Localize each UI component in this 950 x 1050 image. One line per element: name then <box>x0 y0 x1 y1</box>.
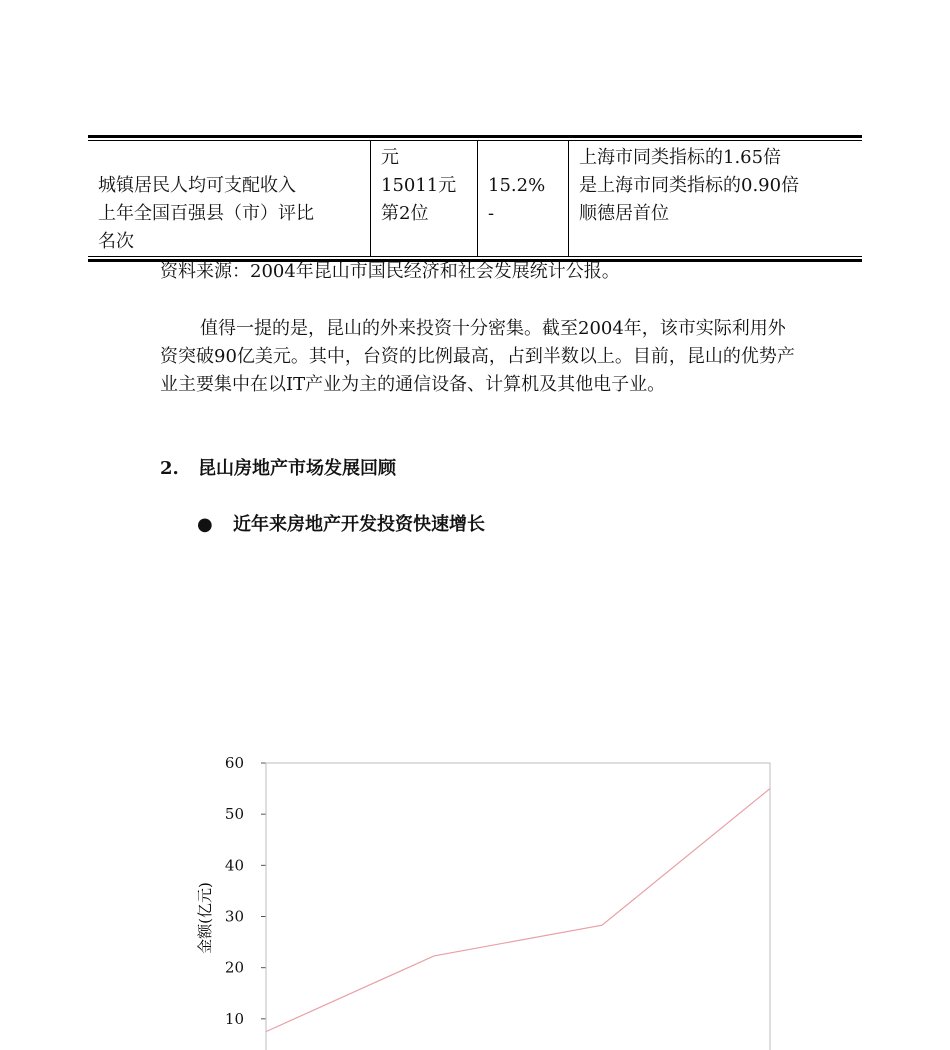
bullet-text: 近年来房地产开发投资快速增长 <box>233 514 485 535</box>
row-label-next-2: 名次 <box>98 231 134 252</box>
note-text-3: 顺德居首位 <box>579 203 669 224</box>
bullet-heading <box>197 511 485 539</box>
y-tick-label: 20 <box>224 958 244 977</box>
plot-frame <box>266 763 770 1050</box>
bullet-dot-icon: ● <box>197 514 213 535</box>
body-paragraph: 值得一提的是，昆山的外来投资十分密集。截至2004年，该市实际利用外资突破90亿美元。其中，台资的比例最高，占到半数以上。目前，昆山的优势产业主要集中在以IT产业为主的通信设备、计算机及其他电子业。 <box>160 318 795 395</box>
table-row <box>88 141 862 256</box>
row-label-next: 上年全国百强县（市）评比 <box>98 203 314 224</box>
unit-text: 元 <box>381 147 399 168</box>
investment-line-chart <box>180 740 800 1050</box>
growth-text-2: - <box>488 203 495 224</box>
table-cell-growth <box>478 141 569 256</box>
y-tick-label: 30 <box>224 907 244 926</box>
value-text: 15011元 <box>381 175 457 196</box>
source-note: 资料来源：2004年昆山市国民经济和社会发展统计公报。 <box>160 261 620 282</box>
y-axis <box>225 754 266 1050</box>
note-text-1: 上海市同类指标的1.65倍 <box>579 147 782 168</box>
section-number: 2. <box>160 458 179 479</box>
section-title: 昆山房地产市场发展回顾 <box>198 458 396 479</box>
stats-table <box>88 141 862 256</box>
y-axis-label: 金额(亿元) <box>196 882 214 954</box>
y-tick-label: 40 <box>224 856 244 875</box>
row-label: 城镇居民人均可支配收入 <box>98 175 296 196</box>
rank-text: 第2位 <box>381 203 429 224</box>
note-text-2: 是上海市同类指标的0.90倍 <box>579 175 800 196</box>
table-cell-label <box>88 141 371 256</box>
y-tick-label: 10 <box>224 1009 244 1028</box>
table-cell-note <box>569 141 863 256</box>
y-tick-label: 60 <box>224 754 244 772</box>
series-line <box>266 789 770 1032</box>
growth-text: 15.2% <box>488 175 546 196</box>
y-tick-label: 50 <box>224 805 244 824</box>
section-heading <box>160 455 396 483</box>
table-cell-value <box>371 141 478 256</box>
stats-table-region <box>88 135 862 262</box>
plot-area <box>266 763 770 1050</box>
